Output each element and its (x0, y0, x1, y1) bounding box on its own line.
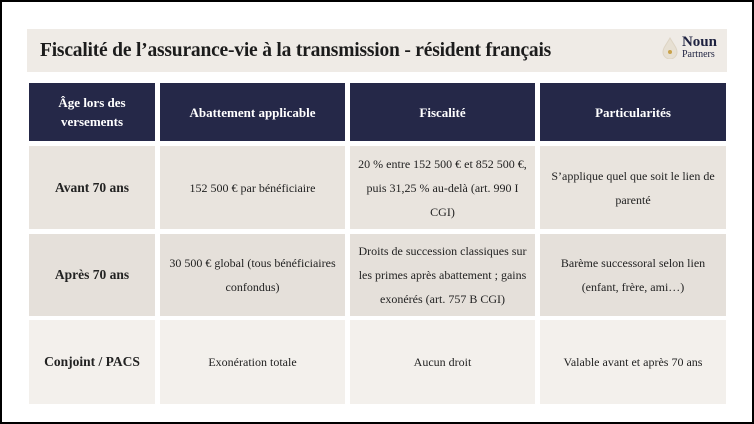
logo (662, 35, 717, 60)
header-age: Âge lors des versements (29, 83, 155, 141)
row-label: Avant 70 ans (29, 146, 155, 229)
row-label: Après 70 ans (29, 234, 155, 316)
logo-name: Noun (681, 34, 717, 50)
row-label: Conjoint / PACS (29, 320, 155, 404)
drop-logo-icon (662, 37, 678, 59)
header-fiscalite: Fiscalité (350, 83, 535, 141)
table-cell: 20 % entre 152 500 € et 852 500 €, puis 31,25 % au-delà (art. 990 I CGI) (350, 146, 535, 229)
table-cell: 30 500 € global (tous bénéficiaires confondus) (160, 234, 345, 316)
header-abattement: Abattement applicable (160, 83, 345, 141)
title-bar (27, 29, 727, 72)
header-particularites: Particularités (540, 83, 726, 141)
logo-subtitle: Partners (681, 49, 715, 60)
table-cell: 152 500 € par bénéficiaire (160, 146, 345, 229)
table-cell: Aucun droit (350, 320, 535, 404)
table-cell: Barème successoral selon lien (enfant, frère, ami…) (540, 234, 726, 316)
table-cell: Droits de succession classiques sur les primes après abattement ; gains exonérés (art. 757 B CGI) (350, 234, 535, 316)
table-cell: S’applique quel que soit le lien de parenté (540, 146, 726, 229)
table-cell: Valable avant et après 70 ans (540, 320, 726, 404)
table-cell: Exonération totale (160, 320, 345, 404)
slide (2, 2, 752, 422)
page-title: Fiscalité de l’assurance-vie à la transmission - résident français (40, 39, 552, 61)
